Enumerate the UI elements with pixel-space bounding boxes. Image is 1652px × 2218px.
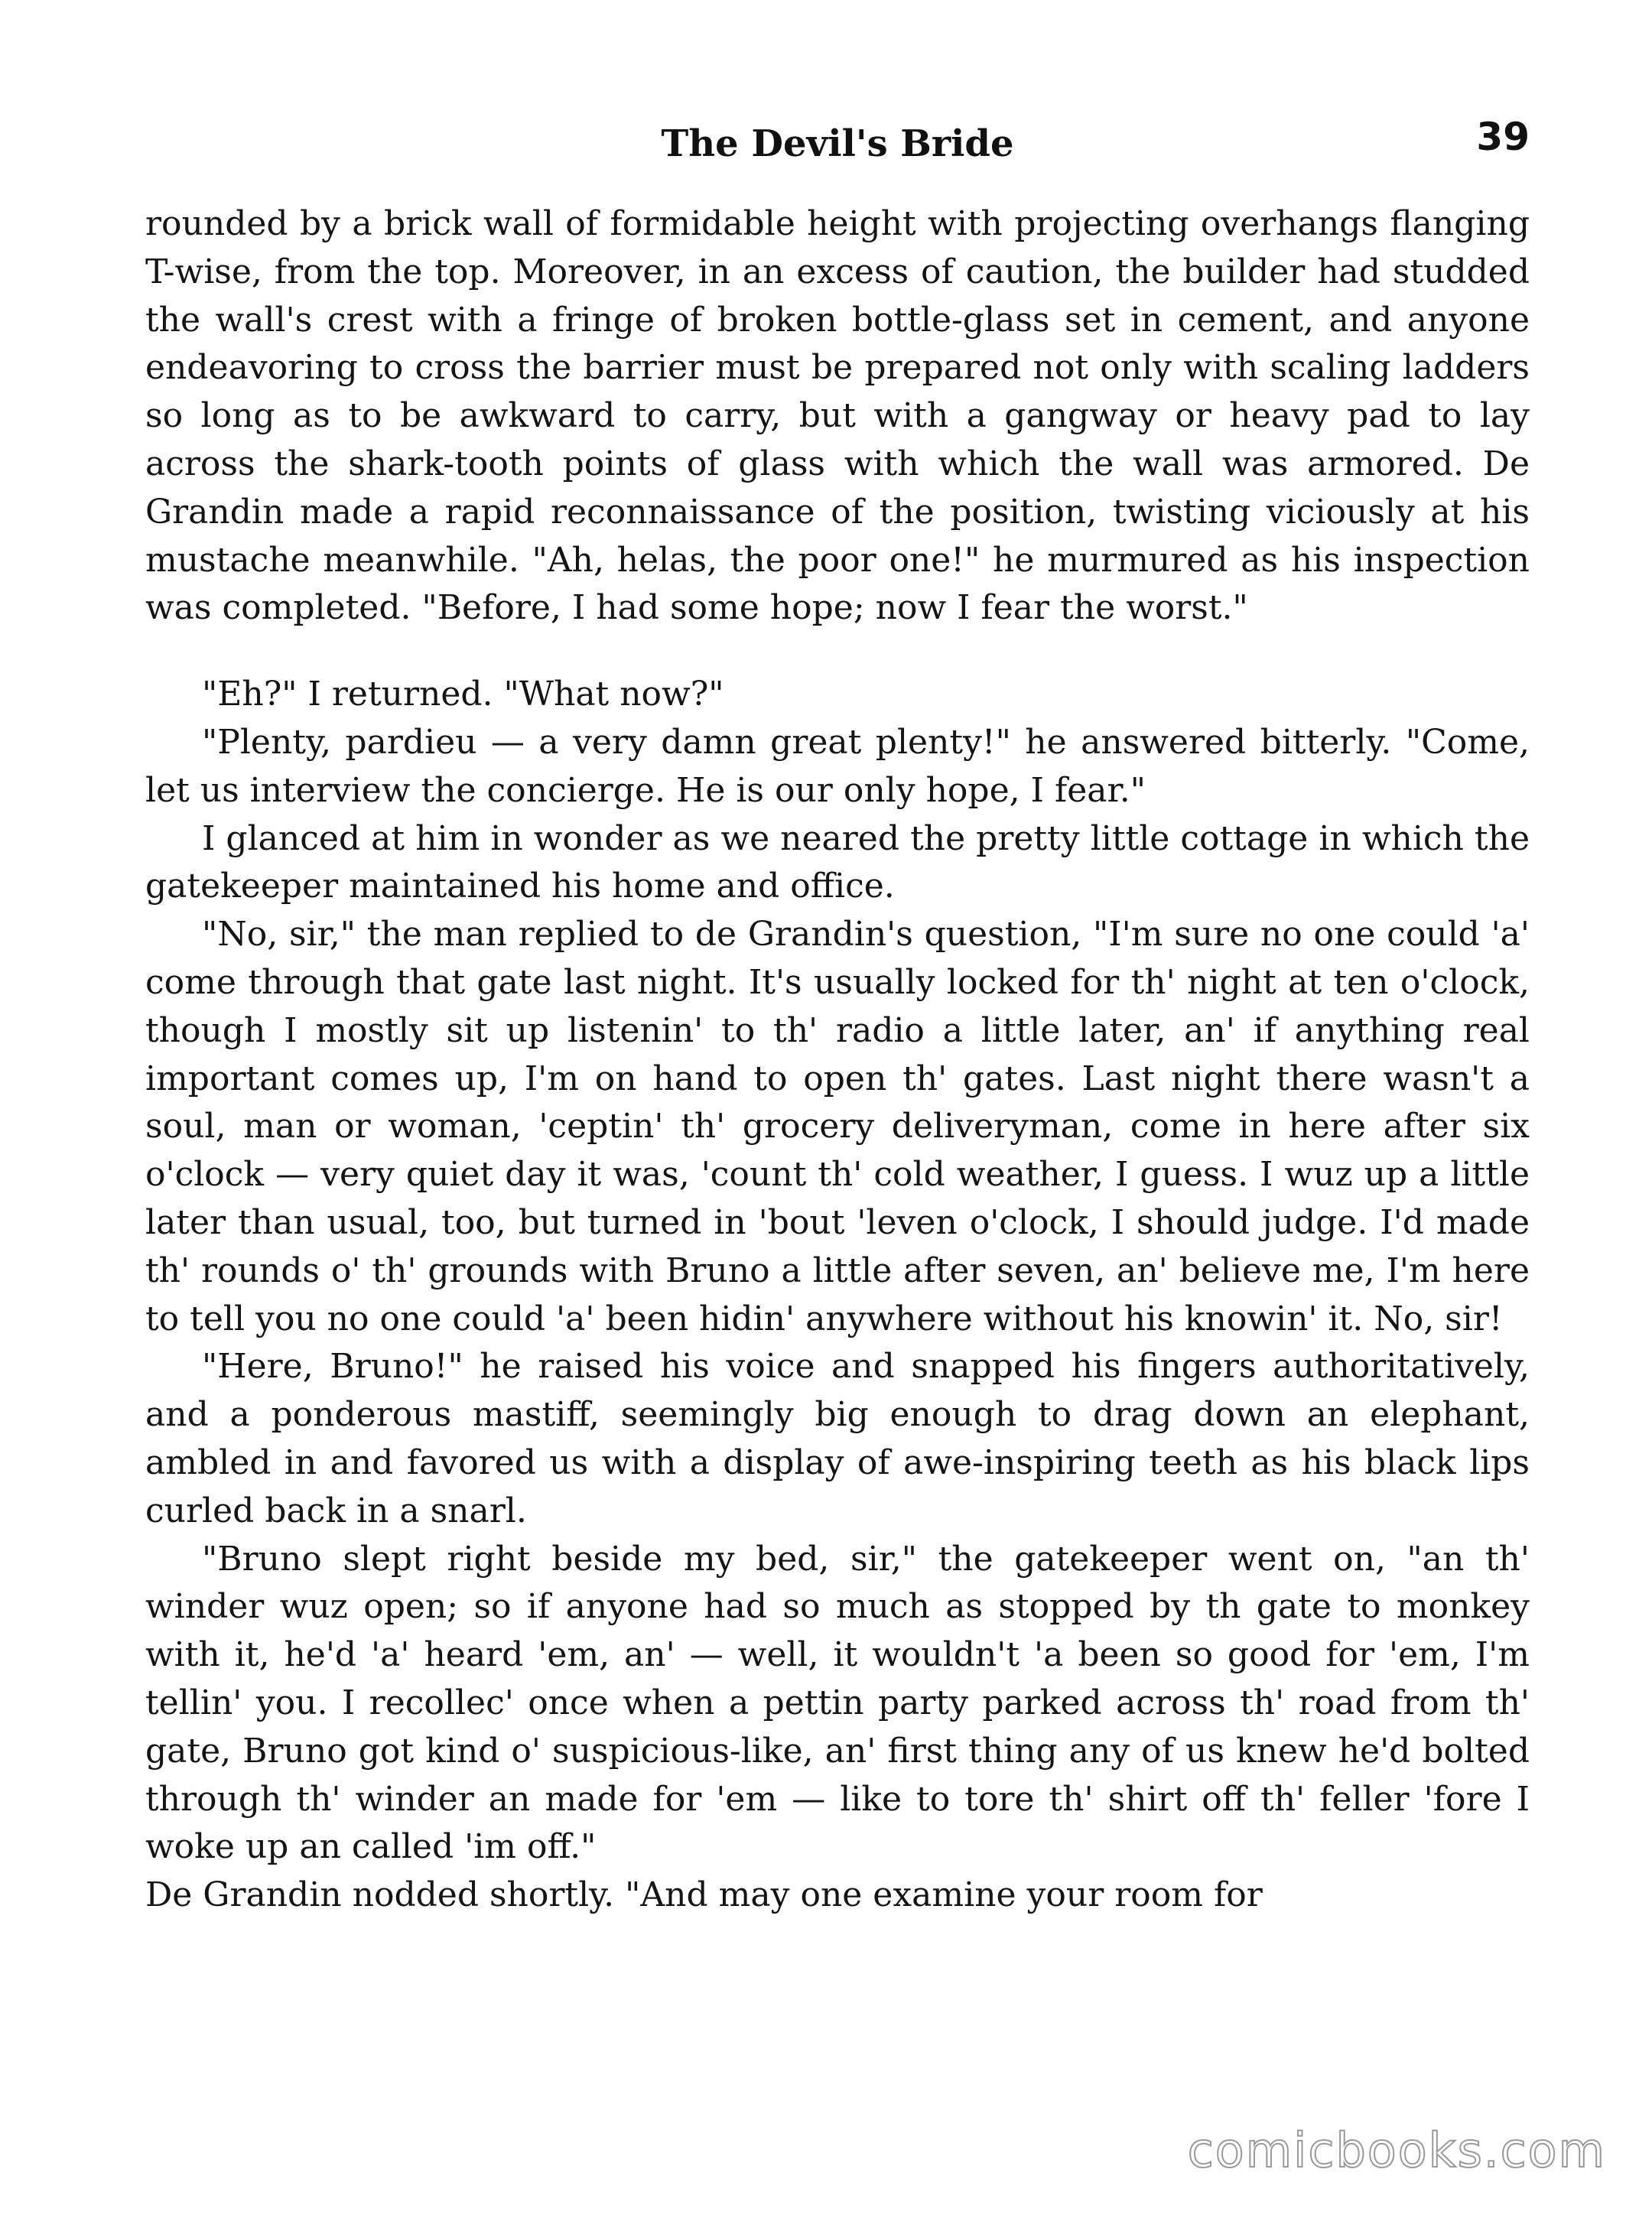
- body-text: [145, 200, 1530, 1920]
- paragraph: "Eh?" I returned. "What now?": [202, 675, 724, 714]
- paragraph: "Here, Bruno!" he raised his voice and snapped his fingers authoritatively, and a ponderous mastiff, seemingly big enough to drag down an elephant, ambled in and favored us with a display of awe-inspiring teeth as his black lips curled back in a snarl.: [145, 1347, 1530, 1530]
- running-title: The Devil's Bride: [661, 122, 1014, 165]
- paragraph: "Bruno slept right beside my bed, sir," the gatekeeper went on, "an th' winder wuz open; so if anyone had so much as stopped by th gate to monkey with it, he'd 'a' heard 'em, an' — well, it wouldn't 'a been so good for 'em, I'm tellin' you. I recollec' once when a pettin party parked across th' road from th' gate, Bruno got kind o' suspicious-like, an' first thing any of us knew he'd bolted through th' winder an made for 'em — like to tore th' shirt off th' feller 'fore I woke up an called 'im off.": [145, 1539, 1530, 1867]
- paragraph: "No, sir," the man replied to de Grandin's question, "I'm sure no one could 'a' come through that gate last night. It's usually locked for th' night at ten o'clock, though I mostly sit up listenin' to th' radio a little later, an' if anything real important comes up, I'm on hand to open th' gates. Last night there wasn't a soul, man or woman, 'ceptin' th' grocery deliveryman, come in here after six o'clock — very quiet day it was, 'count th' cold weather, I guess. I wuz up a little later than usual, too, but turned in 'bout 'leven o'clock, I should judge. I'd made th' rounds o' th' grounds with Bruno a little after seven, an' believe me, I'm here to tell you no one could 'a' been hidin' anywhere without his knowin' it. No, sir!: [145, 915, 1530, 1338]
- paragraph: I glanced at him in wonder as we neared the pretty little cottage in which the gatekeeper maintained his home and office.: [145, 818, 1530, 906]
- paragraph: "Plenty, pardieu — a very damn great plenty!" he answered bitterly. "Come, let us interview the concierge. He is our only hope, I fear.": [145, 722, 1530, 810]
- paragraph-last: De Grandin nodded shortly. "And may one examine your room for: [145, 1875, 1263, 1915]
- page-number: 39: [1476, 115, 1530, 159]
- site-watermark: comicbooks.com: [1187, 2122, 1606, 2178]
- page-header: [145, 115, 1530, 176]
- paragraph-continuation: rounded by a brick wall of formidable height with projecting overhangs flanging T-wise, from the top. Moreover, in an excess of caution, the builder had studded the wall's crest with a fringe of broken bottle-glass set in cement, and anyone endeavoring to cross the barrier must be prepared not only with scaling ladders so long as to be awkward to carry, but with a gangway or heavy pad to lay across the shark-tooth points of glass with which the wall was armored. De Grandin made a rapid reconnaissance of the position, twisting viciously at his mustache meanwhile. "Ah, helas, the poor one!" he murmured as his inspection was completed. "Before, I had some hope; now I fear the worst.": [145, 204, 1530, 628]
